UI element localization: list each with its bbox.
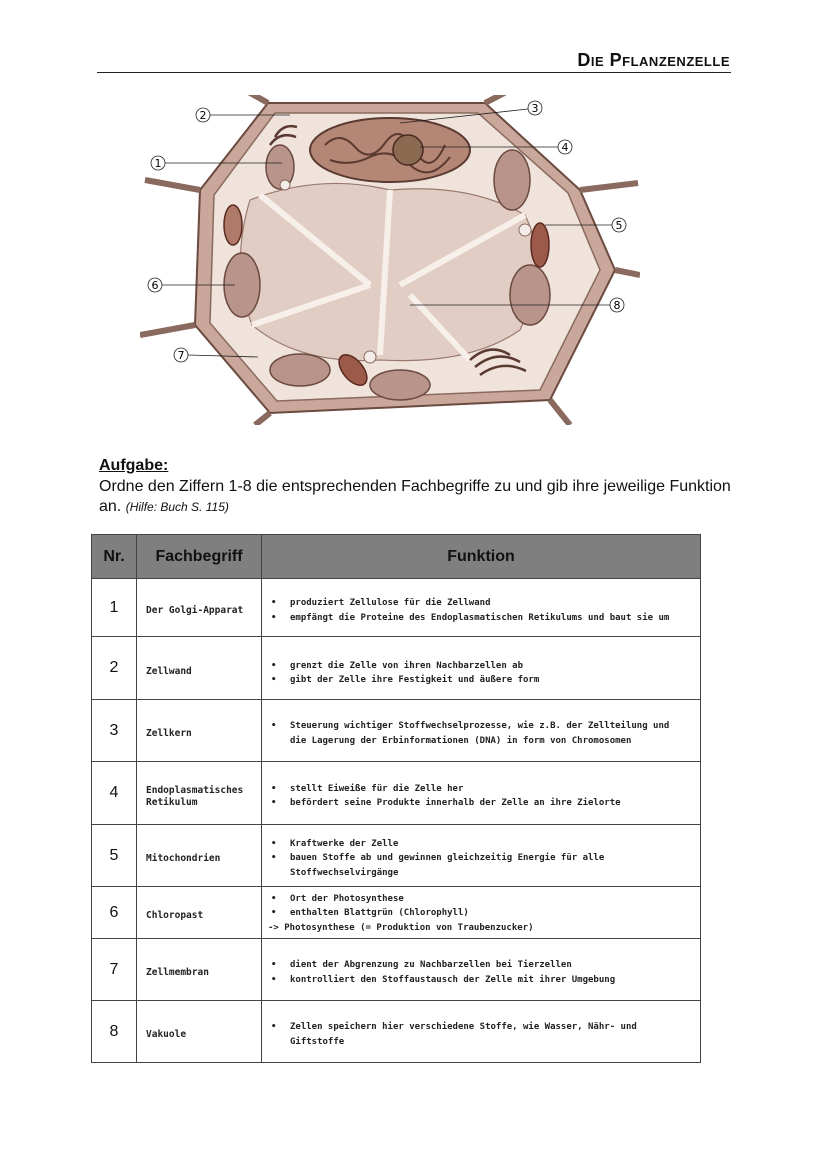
function-line: • stellt Eiweiße für die Zelle her bbox=[268, 782, 694, 797]
function-line: • befördert seine Produkte innerhalb der Zelle an ihre Zielorte bbox=[268, 796, 694, 811]
answer-table bbox=[91, 534, 701, 1063]
function-line: Stoffwechselvirgänge bbox=[290, 867, 399, 878]
function-line: • Kraftwerke der Zelle bbox=[268, 837, 694, 852]
task-hint: (Hilfe: Buch S. 115) bbox=[125, 500, 229, 514]
row-function bbox=[262, 579, 701, 637]
row-number: 5 bbox=[92, 825, 137, 887]
row-term: Zellkern bbox=[137, 700, 262, 762]
figure-label-4: 4 bbox=[561, 141, 569, 154]
row-number: 6 bbox=[92, 887, 137, 939]
function-line: Giftstoffe bbox=[290, 1036, 345, 1047]
figure-label-1: 1 bbox=[154, 157, 162, 170]
row-number: 3 bbox=[92, 700, 137, 762]
function-line: die Lagerung der Erbinformationen (DNA) in form von Chromosomen bbox=[290, 735, 632, 746]
function-line: • produziert Zellulose für die Zellwand bbox=[268, 596, 694, 611]
row-number: 7 bbox=[92, 939, 137, 1001]
row-term: Zellwand bbox=[137, 637, 262, 700]
function-line: • Zellen speichern hier verschiedene Stoffe, wie Wasser, Nähr- und bbox=[268, 1020, 694, 1035]
function-line: -> Photosynthese (= Produktion von Traubenzucker) bbox=[268, 922, 534, 933]
function-line: • Ort der Photosynthese bbox=[268, 892, 694, 907]
task-heading: Aufgabe: bbox=[99, 457, 169, 474]
figure-label-3: 3 bbox=[531, 102, 539, 115]
task-block bbox=[99, 457, 739, 517]
task-text bbox=[99, 477, 739, 517]
function-line: • enthalten Blattgrün (Chlorophyll) bbox=[268, 906, 694, 921]
figure-label-6: 6 bbox=[151, 279, 159, 292]
header-function: Funktion bbox=[262, 535, 701, 579]
task-instruction: Ordne den Ziffern 1-8 die entsprechenden Fachbegriffe zu und gib ihre jeweilige Funktion an. bbox=[99, 478, 731, 515]
figure-label-7: 7 bbox=[177, 349, 185, 362]
table-row bbox=[92, 762, 701, 825]
row-number: 1 bbox=[92, 579, 137, 637]
table-row bbox=[92, 700, 701, 762]
table-row bbox=[92, 579, 701, 637]
nucleus bbox=[310, 118, 470, 182]
row-term bbox=[137, 762, 262, 825]
row-term: Zellmembran bbox=[137, 939, 262, 1001]
table-row bbox=[92, 1001, 701, 1063]
row-number: 8 bbox=[92, 1001, 137, 1063]
header-nr: Nr. bbox=[92, 535, 137, 579]
table-row bbox=[92, 637, 701, 700]
row-function bbox=[262, 939, 701, 1001]
row-function bbox=[262, 637, 701, 700]
figure-label-5: 5 bbox=[615, 219, 623, 232]
function-line: • kontrolliert den Stoffaustausch der Zelle mit ihrer Umgebung bbox=[268, 973, 694, 988]
row-function bbox=[262, 825, 701, 887]
row-term: Vakuole bbox=[137, 1001, 262, 1063]
figure-label-8: 8 bbox=[613, 299, 621, 312]
table-header-row bbox=[92, 535, 701, 579]
function-line: • empfängt die Proteine des Endoplasmatischen Retikulums und baut sie um bbox=[268, 611, 694, 626]
row-term: Chloropast bbox=[137, 887, 262, 939]
function-line: • dient der Abgrenzung zu Nachbarzellen bei Tierzellen bbox=[268, 958, 694, 973]
row-term-line: Endoplasmatisches bbox=[146, 784, 244, 796]
row-number: 2 bbox=[92, 637, 137, 700]
function-line: • gibt der Zelle ihre Festigkeit und äußere form bbox=[268, 673, 694, 688]
table-row bbox=[92, 825, 701, 887]
mitochondrion bbox=[531, 223, 549, 267]
table-row bbox=[92, 939, 701, 1001]
row-term: Der Golgi-Apparat bbox=[137, 579, 262, 637]
page-title: Die Pflanzenzelle bbox=[577, 50, 730, 70]
row-function bbox=[262, 762, 701, 825]
row-function bbox=[262, 1001, 701, 1063]
header-divider bbox=[97, 72, 731, 73]
table-row bbox=[92, 887, 701, 939]
figure-label-2: 2 bbox=[199, 109, 207, 122]
row-function bbox=[262, 700, 701, 762]
row-function bbox=[262, 887, 701, 939]
row-term: Mitochondrien bbox=[137, 825, 262, 887]
header-term: Fachbegriff bbox=[137, 535, 262, 579]
function-line: • grenzt die Zelle von ihren Nachbarzellen ab bbox=[268, 659, 694, 674]
function-line: • Steuerung wichtiger Stoffwechselprozesse, wie z.B. der Zellteilung und bbox=[268, 719, 694, 734]
row-number: 4 bbox=[92, 762, 137, 825]
row-term-line: Retikulum bbox=[146, 796, 198, 808]
plant-cell-diagram bbox=[140, 95, 640, 425]
function-line: • bauen Stoffe ab und gewinnen gleichzeitig Energie für alle bbox=[268, 851, 694, 866]
